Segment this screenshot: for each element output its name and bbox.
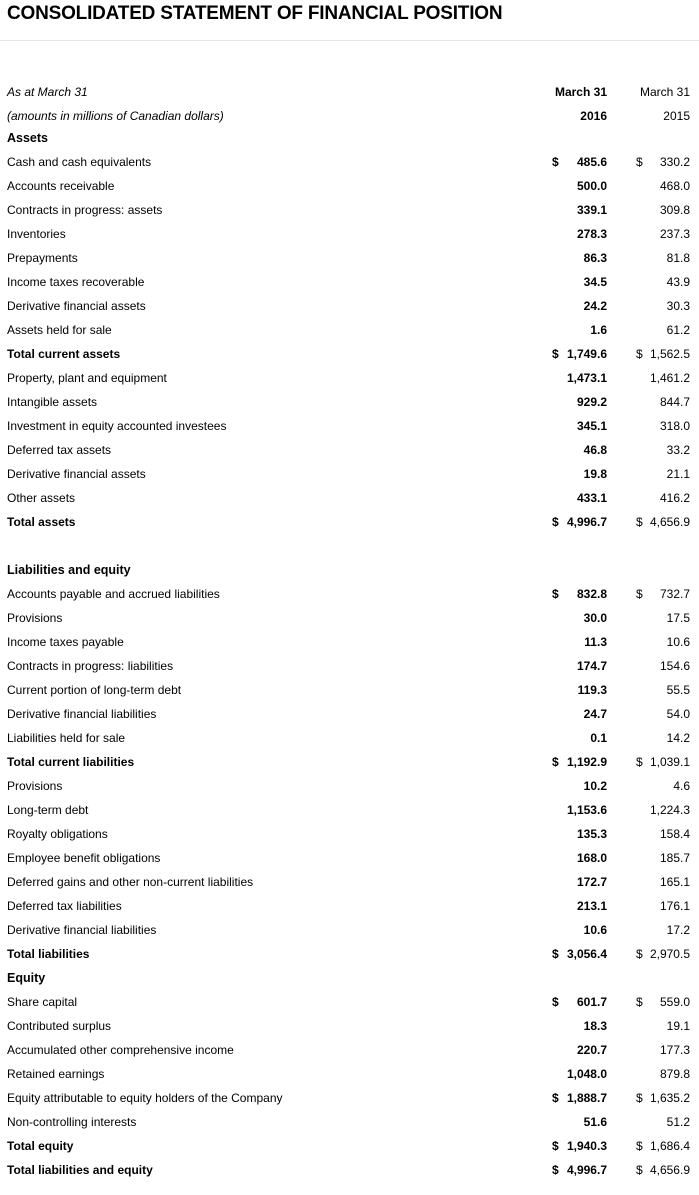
prior-year-cell-value: 17.5 xyxy=(666,611,690,625)
current-year-cell xyxy=(552,755,607,769)
current-year-cell-value: 34.5 xyxy=(583,275,607,289)
prior-year-cell-value: 330.2 xyxy=(659,155,690,169)
current-year-cell xyxy=(552,1091,607,1105)
table-row xyxy=(0,1110,699,1134)
prior-year-cell-value: 17.2 xyxy=(666,923,690,937)
prior-year-cell-value: 185.7 xyxy=(659,851,690,865)
current-year-cell xyxy=(552,611,607,625)
current-year-cell xyxy=(552,299,607,313)
prior-year-cell-value: 14.2 xyxy=(666,731,690,745)
prior-year-cell xyxy=(636,515,690,529)
prior-year-cell xyxy=(636,611,690,625)
currency-symbol: $ xyxy=(636,1091,643,1105)
prior-year-cell xyxy=(636,923,690,937)
current-year-cell xyxy=(552,995,607,1009)
table-row xyxy=(0,942,699,966)
row-label: Accounts receivable xyxy=(7,179,115,193)
current-year-cell xyxy=(552,323,607,337)
currency-symbol: $ xyxy=(636,755,643,769)
current-year-cell xyxy=(552,443,607,457)
current-year-cell xyxy=(552,1067,607,1081)
table-row xyxy=(0,342,699,366)
current-year-cell xyxy=(552,779,607,793)
current-year-cell xyxy=(552,179,607,193)
row-label: Prepayments xyxy=(7,251,78,265)
table-row xyxy=(0,630,699,654)
current-year-cell xyxy=(552,467,607,481)
current-year-cell xyxy=(552,347,607,361)
prior-year-cell xyxy=(636,1019,690,1033)
current-year-cell-value: 929.2 xyxy=(576,395,607,409)
current-year-cell-value: 278.3 xyxy=(576,227,607,241)
current-year-cell xyxy=(552,875,607,889)
table-row xyxy=(0,246,699,270)
prior-year-cell xyxy=(636,755,690,769)
prior-year-cell-value: 309.8 xyxy=(659,203,690,217)
prior-year-cell xyxy=(636,275,690,289)
prior-year-cell xyxy=(636,1067,690,1081)
prior-year-cell-value: 55.5 xyxy=(666,683,690,697)
row-label: Accounts payable and accrued liabilities xyxy=(7,587,220,601)
prior-year-cell-value: 51.2 xyxy=(666,1115,690,1129)
row-label: Assets xyxy=(7,131,48,145)
prior-year-cell-value: 2,970.5 xyxy=(649,947,690,961)
table-row xyxy=(0,438,699,462)
current-year-cell xyxy=(552,731,607,745)
prior-year-cell-value: 19.1 xyxy=(666,1019,690,1033)
current-year-cell xyxy=(552,635,607,649)
prior-year-cell xyxy=(636,875,690,889)
prior-year-cell xyxy=(636,1139,690,1153)
prior-year-cell xyxy=(636,635,690,649)
prior-year-cell-value: 158.4 xyxy=(659,827,690,841)
title-divider xyxy=(0,40,699,41)
prior-year-cell-value: 844.7 xyxy=(659,395,690,409)
prior-year-cell-value: 176.1 xyxy=(659,899,690,913)
current-year-cell-value: 1.6 xyxy=(590,323,607,337)
currency-symbol: $ xyxy=(636,1163,643,1177)
prior-year-cell xyxy=(636,347,690,361)
prior-year-cell xyxy=(636,227,690,241)
current-year-cell-value: 135.3 xyxy=(576,827,607,841)
table-row xyxy=(0,1014,699,1038)
current-year-cell xyxy=(552,251,607,265)
currency-symbol: $ xyxy=(552,995,559,1009)
current-year-cell-value: 500.0 xyxy=(576,179,607,193)
current-year-cell xyxy=(552,947,607,961)
current-year-cell-value: 220.7 xyxy=(576,1043,607,1057)
prior-year-cell xyxy=(636,731,690,745)
table-row xyxy=(0,918,699,942)
row-label: Liabilities held for sale xyxy=(7,731,126,745)
table-row xyxy=(0,198,699,222)
current-year-cell xyxy=(552,419,607,433)
row-label: Property, plant and equipment xyxy=(7,371,167,385)
prior-year-cell xyxy=(636,443,690,457)
current-year-cell xyxy=(552,275,607,289)
current-year-cell-value: 1,940.3 xyxy=(566,1139,607,1153)
row-label: Liabilities and equity xyxy=(7,563,131,577)
column-prior-year: 2015 xyxy=(663,109,690,123)
currency-symbol: $ xyxy=(552,515,559,529)
row-label: Long-term debt xyxy=(7,803,89,817)
table-row xyxy=(0,726,699,750)
row-label: Employee benefit obligations xyxy=(7,851,161,865)
prior-year-cell xyxy=(636,1163,690,1177)
current-year-cell xyxy=(552,515,607,529)
prior-year-cell-value: 1,224.3 xyxy=(649,803,690,817)
row-label: Accumulated other comprehensive income xyxy=(7,1043,234,1057)
current-year-cell xyxy=(552,851,607,865)
prior-year-cell-value: 468.0 xyxy=(659,179,690,193)
table-row xyxy=(0,654,699,678)
table-row xyxy=(0,174,699,198)
prior-year-cell-value: 177.3 xyxy=(659,1043,690,1057)
table-row xyxy=(0,510,699,534)
currency-symbol: $ xyxy=(636,995,643,1009)
prior-year-cell-value: 4.6 xyxy=(673,779,690,793)
currency-symbol: $ xyxy=(552,1163,559,1177)
prior-year-cell xyxy=(636,659,690,673)
currency-symbol: $ xyxy=(552,587,559,601)
row-label: Provisions xyxy=(7,779,63,793)
current-year-cell-value: 0.1 xyxy=(590,731,607,745)
current-year-cell xyxy=(552,1019,607,1033)
table-row xyxy=(0,582,699,606)
currency-symbol: $ xyxy=(552,755,559,769)
spacer-row xyxy=(0,534,699,558)
table-row xyxy=(0,1134,699,1158)
row-label: Equity attributable to equity holders of the Company xyxy=(7,1091,283,1105)
prior-year-cell-value: 30.3 xyxy=(666,299,690,313)
table-row xyxy=(0,462,699,486)
prior-year-cell-value: 1,635.2 xyxy=(649,1091,690,1105)
currency-symbol: $ xyxy=(552,347,559,361)
row-label: Contributed surplus xyxy=(7,1019,112,1033)
prior-year-cell-value: 54.0 xyxy=(666,707,690,721)
row-label: Deferred gains and other non-current liabilities xyxy=(7,875,254,889)
row-label: Deferred tax assets xyxy=(7,443,112,457)
prior-year-cell xyxy=(636,827,690,841)
current-year-cell-value: 86.3 xyxy=(583,251,607,265)
currency-symbol: $ xyxy=(636,347,643,361)
currency-symbol: $ xyxy=(636,515,643,529)
current-year-cell xyxy=(552,155,607,169)
prior-year-cell xyxy=(636,491,690,505)
column-current-year: 2016 xyxy=(580,109,607,123)
prior-year-cell xyxy=(636,323,690,337)
table-row xyxy=(0,702,699,726)
currency-symbol: $ xyxy=(552,155,559,169)
row-label: Derivative financial liabilities xyxy=(7,923,157,937)
current-year-cell xyxy=(552,827,607,841)
prior-year-cell-value: 1,686.4 xyxy=(649,1139,690,1153)
table-row xyxy=(0,318,699,342)
prior-year-cell xyxy=(636,371,690,385)
currency-symbol: $ xyxy=(636,587,643,601)
prior-year-cell-value: 732.7 xyxy=(659,587,690,601)
current-year-cell-value: 339.1 xyxy=(576,203,607,217)
current-year-cell xyxy=(552,1043,607,1057)
prior-year-cell-value: 10.6 xyxy=(666,635,690,649)
current-year-cell-value: 4,996.7 xyxy=(566,1163,607,1177)
prior-year-cell xyxy=(636,1091,690,1105)
current-year-cell-value: 832.8 xyxy=(576,587,607,601)
row-label: Other assets xyxy=(7,491,76,505)
current-year-cell xyxy=(552,227,607,241)
current-year-cell xyxy=(552,395,607,409)
table-row xyxy=(0,870,699,894)
units-label: (amounts in millions of Canadian dollars) xyxy=(7,109,224,123)
current-year-cell xyxy=(552,1163,607,1177)
prior-year-cell xyxy=(636,851,690,865)
current-year-cell-value: 1,048.0 xyxy=(566,1067,607,1081)
table-row xyxy=(0,366,699,390)
prior-year-cell xyxy=(636,947,690,961)
prior-year-cell-value: 1,562.5 xyxy=(649,347,690,361)
row-label: Assets held for sale xyxy=(7,323,112,337)
statement-title: CONSOLIDATED STATEMENT OF FINANCIAL POSITION xyxy=(7,3,503,24)
currency-symbol: $ xyxy=(636,1139,643,1153)
row-label: Non-controlling interests xyxy=(7,1115,137,1129)
table-row xyxy=(0,390,699,414)
prior-year-cell-value: 61.2 xyxy=(666,323,690,337)
table-row xyxy=(0,414,699,438)
row-label: Derivative financial liabilities xyxy=(7,707,157,721)
current-year-cell-value: 485.6 xyxy=(576,155,607,169)
current-year-cell-value: 1,888.7 xyxy=(566,1091,607,1105)
prior-year-cell-value: 21.1 xyxy=(666,467,690,481)
prior-year-cell-value: 237.3 xyxy=(659,227,690,241)
current-year-cell-value: 10.6 xyxy=(583,923,607,937)
table-row xyxy=(0,750,699,774)
row-label: Derivative financial assets xyxy=(7,299,146,313)
prior-year-cell xyxy=(636,995,690,1009)
prior-year-cell xyxy=(636,1043,690,1057)
prior-year-cell-value: 165.1 xyxy=(659,875,690,889)
row-label: Income taxes payable xyxy=(7,635,124,649)
prior-year-cell-value: 1,461.2 xyxy=(649,371,690,385)
table-row xyxy=(0,774,699,798)
current-year-cell-value: 51.6 xyxy=(583,1115,607,1129)
current-year-cell xyxy=(552,203,607,217)
current-year-cell-value: 11.3 xyxy=(584,635,607,649)
row-label: Equity xyxy=(7,971,46,985)
prior-year-cell-value: 416.2 xyxy=(659,491,690,505)
current-year-cell-value: 172.7 xyxy=(576,875,607,889)
prior-year-cell-value: 1,039.1 xyxy=(649,755,690,769)
table-row xyxy=(0,606,699,630)
row-label: Total liabilities and equity xyxy=(7,1163,153,1177)
prior-year-cell-value: 559.0 xyxy=(659,995,690,1009)
current-year-cell-value: 119.3 xyxy=(577,683,607,697)
current-year-cell-value: 30.0 xyxy=(583,611,607,625)
row-label: Total liabilities xyxy=(7,947,90,961)
current-year-cell-value: 1,749.6 xyxy=(566,347,607,361)
current-year-cell xyxy=(552,1139,607,1153)
row-label: Total current assets xyxy=(7,347,121,361)
current-year-cell xyxy=(552,923,607,937)
current-year-cell-value: 24.2 xyxy=(583,299,607,313)
current-year-cell-value: 174.7 xyxy=(576,659,607,673)
section-heading-row xyxy=(0,558,699,582)
prior-year-cell-value: 879.8 xyxy=(659,1067,690,1081)
table-row xyxy=(0,294,699,318)
current-year-cell-value: 345.1 xyxy=(576,419,607,433)
current-year-cell xyxy=(552,899,607,913)
row-label: Total equity xyxy=(7,1139,74,1153)
row-label: Contracts in progress: assets xyxy=(7,203,163,217)
row-label: Deferred tax liabilities xyxy=(7,899,122,913)
current-year-cell xyxy=(552,1115,607,1129)
row-label: Total assets xyxy=(7,515,76,529)
current-year-cell-value: 1,153.6 xyxy=(566,803,607,817)
row-label: Retained earnings xyxy=(7,1067,105,1081)
section-heading-row xyxy=(0,126,699,150)
prior-year-cell xyxy=(636,803,690,817)
row-label: Inventories xyxy=(7,227,66,241)
row-label: Intangible assets xyxy=(7,395,98,409)
table-row xyxy=(0,1038,699,1062)
prior-year-cell xyxy=(636,1115,690,1129)
currency-symbol: $ xyxy=(636,947,643,961)
current-year-cell-value: 46.8 xyxy=(583,443,607,457)
prior-year-cell xyxy=(636,251,690,265)
current-year-cell xyxy=(552,491,607,505)
row-label: Total current liabilities xyxy=(7,755,135,769)
row-label: Royalty obligations xyxy=(7,827,108,841)
prior-year-cell xyxy=(636,683,690,697)
table-row xyxy=(0,1062,699,1086)
current-year-cell xyxy=(552,803,607,817)
current-year-cell xyxy=(552,659,607,673)
table-row xyxy=(0,846,699,870)
table-row xyxy=(0,990,699,1014)
prior-year-cell-value: 81.8 xyxy=(666,251,690,265)
as-at-label: As at March 31 xyxy=(7,85,88,99)
currency-symbol: $ xyxy=(552,947,559,961)
table-row xyxy=(0,222,699,246)
prior-year-cell xyxy=(636,587,690,601)
current-year-cell xyxy=(552,683,607,697)
row-label: Provisions xyxy=(7,611,63,625)
prior-year-cell xyxy=(636,419,690,433)
column-prior-heading: March 31 xyxy=(639,85,690,99)
table-row xyxy=(0,822,699,846)
currency-symbol: $ xyxy=(552,1091,559,1105)
table-row xyxy=(0,150,699,174)
table-row xyxy=(0,270,699,294)
section-heading-row xyxy=(0,966,699,990)
prior-year-cell xyxy=(636,203,690,217)
current-year-cell xyxy=(552,587,607,601)
current-year-cell-value: 3,056.4 xyxy=(566,947,607,961)
prior-year-cell-value: 43.9 xyxy=(666,275,690,289)
prior-year-cell-value: 318.0 xyxy=(659,419,690,433)
column-current-heading: March 31 xyxy=(554,85,607,99)
prior-year-cell xyxy=(636,779,690,793)
current-year-cell-value: 18.3 xyxy=(583,1019,607,1033)
row-label: Current portion of long-term debt xyxy=(7,683,182,697)
current-year-cell-value: 213.1 xyxy=(576,899,607,913)
currency-symbol: $ xyxy=(552,1139,559,1153)
current-year-cell xyxy=(552,707,607,721)
row-label: Share capital xyxy=(7,995,78,1009)
current-year-cell-value: 10.2 xyxy=(583,779,607,793)
row-label: Income taxes recoverable xyxy=(7,275,145,289)
table-row xyxy=(0,678,699,702)
prior-year-cell-value: 4,656.9 xyxy=(649,1163,690,1177)
current-year-cell-value: 601.7 xyxy=(576,995,607,1009)
current-year-cell-value: 24.7 xyxy=(583,707,607,721)
prior-year-cell xyxy=(636,155,690,169)
currency-symbol: $ xyxy=(636,155,643,169)
current-year-cell-value: 1,473.1 xyxy=(566,371,607,385)
table-row xyxy=(0,486,699,510)
table-row xyxy=(0,798,699,822)
prior-year-cell xyxy=(636,899,690,913)
prior-year-cell xyxy=(636,707,690,721)
row-label: Contracts in progress: liabilities xyxy=(7,659,174,673)
row-label: Investment in equity accounted investees xyxy=(7,419,227,433)
prior-year-cell xyxy=(636,395,690,409)
table-row xyxy=(0,894,699,918)
prior-year-cell-value: 33.2 xyxy=(666,443,690,457)
current-year-cell-value: 1,192.9 xyxy=(566,755,607,769)
current-year-cell-value: 433.1 xyxy=(576,491,607,505)
row-label: Cash and cash equivalents xyxy=(7,155,152,169)
current-year-cell-value: 168.0 xyxy=(576,851,607,865)
current-year-cell-value: 4,996.7 xyxy=(566,515,607,529)
prior-year-cell-value: 154.6 xyxy=(659,659,690,673)
prior-year-cell xyxy=(636,299,690,313)
current-year-cell-value: 19.8 xyxy=(583,467,607,481)
prior-year-cell xyxy=(636,179,690,193)
table-row xyxy=(0,1086,699,1110)
current-year-cell xyxy=(552,371,607,385)
table-row xyxy=(0,1158,699,1182)
prior-year-cell xyxy=(636,467,690,481)
prior-year-cell-value: 4,656.9 xyxy=(649,515,690,529)
row-label: Derivative financial assets xyxy=(7,467,146,481)
